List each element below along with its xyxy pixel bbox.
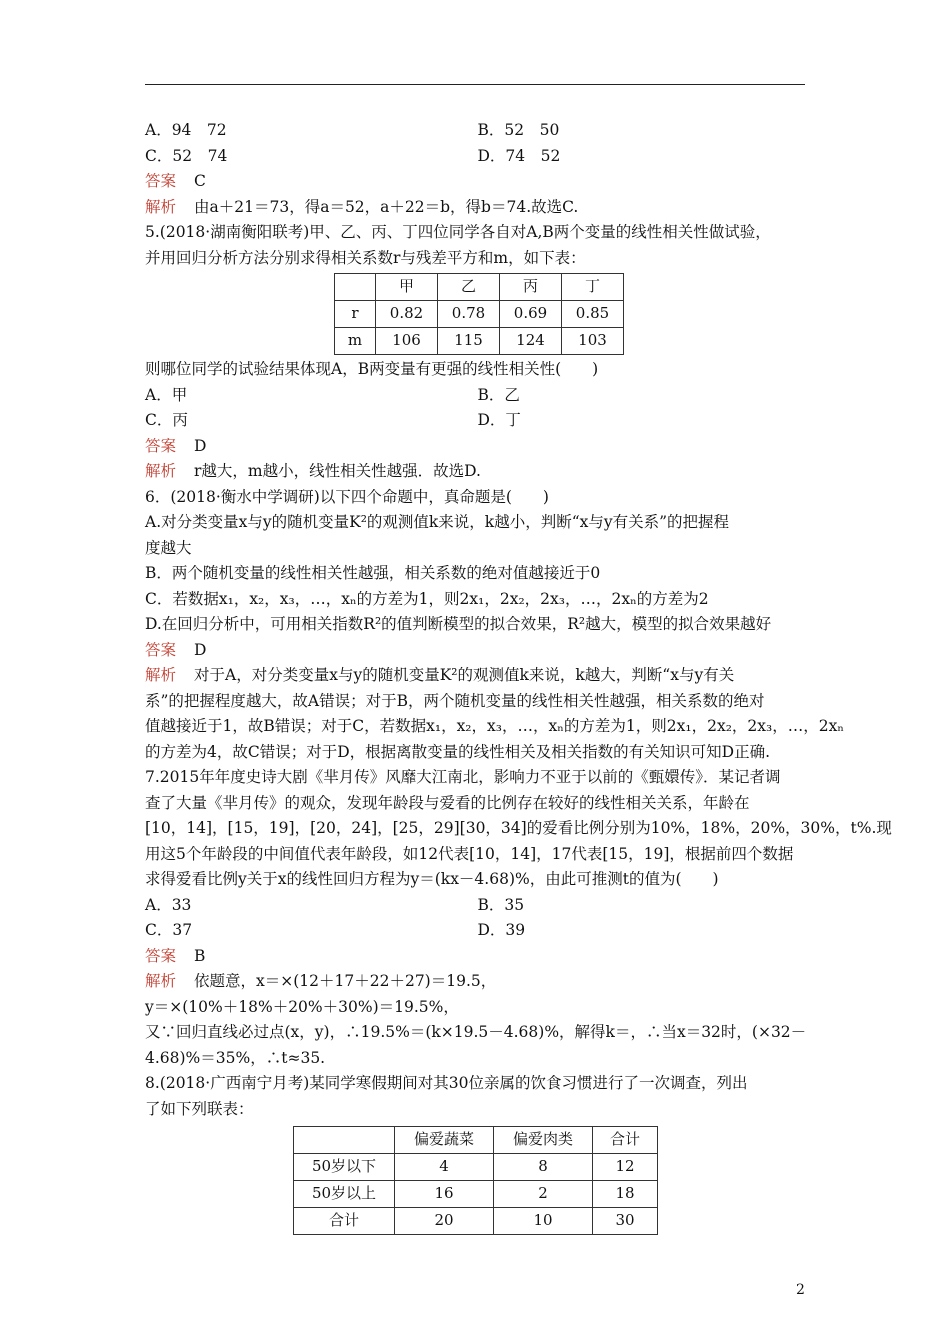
q7-option-c: C．37 <box>145 921 193 939</box>
q6-stem: 6．(2018·衡水中学调研)以下四个命题中，真命题是( ) <box>145 487 549 506</box>
answer-label: 答案 <box>145 640 177 659</box>
analysis-label: 解析 <box>145 197 177 216</box>
q7-stem-line-5: 求得爱看比例y关于x的线性回归方程为y＝(kx－4.68)%，由此可推测t的值为( ) <box>145 870 719 888</box>
q5-table-cell: 106 <box>376 328 438 355</box>
q5-table-header <box>335 274 376 301</box>
q7-stem-line-3: [10，14]，[15，19]，[20，24]，[25，29][30，34]的爱看比例分别为10%，18%，20%，30%，t%.现 <box>145 819 892 837</box>
q5-table-header: 甲 <box>376 274 438 301</box>
q5-option-c: C．丙 <box>145 411 188 429</box>
q5-table-cell: 124 <box>500 328 562 355</box>
q7-stem-line-4: 用这5个年龄段的中间值代表年龄段，如12代表[10，14]，17代表[15，19]，根据前四个数据 <box>145 844 794 863</box>
analysis-label: 解析 <box>145 666 177 684</box>
q5-table-row <box>335 328 624 355</box>
page-number: 2 <box>796 1282 805 1298</box>
answer-value: B <box>194 946 206 965</box>
q5-table-header-row <box>335 274 624 301</box>
q7-stem-line-1: 7.2015年年度史诗大剧《芈月传》风靡大江南北，影响力不亚于以前的《甄嬛传》．某记者调 <box>145 768 781 786</box>
q4-options-row-1 <box>145 118 810 144</box>
q7-option-b: B．35 <box>477 895 525 914</box>
q6-option-c: C．若数据x₁，x₂，x₃，…，xₙ的方差为1，则2x₁，2x₂，2x₃，…，2xₙ的方差为2 <box>145 589 709 608</box>
q8-table-cell: 16 <box>395 1181 494 1208</box>
q5-table-header: 乙 <box>438 274 500 301</box>
q6-option-a-line-2: 度越大 <box>145 538 192 557</box>
header-rule <box>145 84 805 85</box>
analysis-label: 解析 <box>145 462 177 480</box>
q8-table-row <box>294 1154 658 1181</box>
analysis-text: 对于A，对分类变量x与y的随机变量K²的观测值k来说，k越大，判断“x与y有关 <box>194 666 735 684</box>
answer-value: D <box>194 640 207 659</box>
q8-table-header-row <box>294 1127 658 1154</box>
q6-option-d: D.在回归分析中，可用相关指数R²的值判断模型的拟合效果，R²越大，模型的拟合效果越好 <box>145 615 772 633</box>
analysis-text: 由a＋21＝73，得a＝52，a＋22＝b，得b＝74.故选C. <box>194 197 579 216</box>
q8-table-cell: 50岁以下 <box>294 1154 395 1181</box>
answer-label: 答案 <box>145 172 177 190</box>
analysis-label: 解析 <box>145 972 177 990</box>
q7-stem-line-2: 查了大量《芈月传》的观众，发现年龄段与爱看的比例存在较好的线性相关关系，年龄在 <box>145 793 750 812</box>
q6-analysis-line-2: 系”的把握程度越大，故A错误；对于B，两个随机变量的线性相关性越强，相关系数的绝对 <box>145 691 765 710</box>
q5-question: 则哪位同学的试验结果体现A，B两变量有更强的线性相关性( ) <box>145 360 599 378</box>
q5-table-cell: 0.82 <box>376 301 438 328</box>
q5-table-cell: m <box>335 328 376 355</box>
q4-options-row-2 <box>145 144 810 170</box>
q5-options-row-1 <box>145 383 810 409</box>
q7-analysis-line-1 <box>145 969 810 995</box>
q8-table-header: 合计 <box>593 1127 658 1154</box>
q5-table-cell: 103 <box>562 328 624 355</box>
q5-answer <box>145 434 810 460</box>
q4-option-c: C．52 74 <box>145 146 228 165</box>
q8-table-cell: 4 <box>395 1154 494 1181</box>
analysis-text: 依题意，x＝×(12＋17＋22＋27)＝19.5， <box>194 972 497 990</box>
q8-table-cell: 10 <box>494 1208 593 1235</box>
q8-table-cell: 30 <box>593 1208 658 1235</box>
q8-table-cell: 18 <box>593 1181 658 1208</box>
analysis-text: r越大，m越小，线性相关性越强．故选D. <box>194 462 481 480</box>
q6-answer <box>145 638 810 664</box>
q5-table-row <box>335 301 624 328</box>
q8-table-cell: 2 <box>494 1181 593 1208</box>
q5-table-cell: r <box>335 301 376 328</box>
answer-label: 答案 <box>145 436 177 455</box>
q7-options-row-1 <box>145 893 810 919</box>
q8-table-header: 偏爱肉类 <box>494 1127 593 1154</box>
q6-analysis-line-4: 的方差为4，故C错误；对于D，根据离散变量的线性相关及相关指数的有关知识可知D正确. <box>145 742 771 761</box>
q8-table-cell: 合计 <box>294 1208 395 1235</box>
q7-analysis-line-2: y＝×(10%＋18%＋20%＋30%)＝19.5%， <box>145 997 459 1016</box>
answer-label: 答案 <box>145 946 177 965</box>
q5-table-cell: 115 <box>438 328 500 355</box>
q8-table-cell: 8 <box>494 1154 593 1181</box>
q7-option-a: A．33 <box>145 895 192 914</box>
answer-value: D <box>194 436 207 455</box>
q5-table-cell: 0.69 <box>500 301 562 328</box>
q5-option-d: D．丁 <box>477 411 521 429</box>
q5-options-row-2 <box>145 408 810 434</box>
q7-analysis-line-4: 4.68)%＝35%，∴t≈35. <box>145 1048 326 1067</box>
q6-option-b: B．两个随机变量的线性相关性越强，相关系数的绝对值越接近于0 <box>145 564 601 582</box>
q6-analysis-line-1 <box>145 663 810 689</box>
q4-option-d: D．74 52 <box>477 146 561 165</box>
q5-stem-line-2: 并用回归分析方法分别求得相关系数r与残差平方和m，如下表： <box>145 248 586 267</box>
q8-stem-line-2: 了如下列联表： <box>145 1099 254 1118</box>
q5-analysis <box>145 459 810 485</box>
q5-option-b: B．乙 <box>477 385 520 404</box>
q6-option-a-line-1: A.对分类变量x与y的随机变量K²的观测值k来说，k越小，判断“x与y有关系”的把握程 <box>145 513 730 531</box>
q8-table-row <box>294 1181 658 1208</box>
q4-option-a: A．94 72 <box>145 121 227 139</box>
q8-table-cell: 20 <box>395 1208 494 1235</box>
q5-stem-line-1: 5.(2018·湖南衡阳联考)甲、乙、丙、丁四位同学各自对A,B两个变量的线性相关性做试验， <box>145 223 771 241</box>
q4-option-b: B．52 50 <box>477 121 560 139</box>
q5-table-header: 丁 <box>562 274 624 301</box>
q7-analysis-line-3: 又∵回归直线必过点(x，y)，∴19.5%＝(k×19.5－4.68)%，解得k＝，∴当x＝32时，(×32－ <box>145 1023 807 1041</box>
q8-table-row <box>294 1208 658 1235</box>
q5-option-a: A．甲 <box>145 385 188 404</box>
q8-table-header <box>294 1127 395 1154</box>
q8-contingency-table <box>293 1126 658 1235</box>
q7-answer <box>145 944 810 970</box>
q8-table-cell: 12 <box>593 1154 658 1181</box>
q7-option-d: D．39 <box>477 921 526 939</box>
answer-value: C <box>194 172 206 190</box>
q8-stem-line-1: 8.(2018·广西南宁月考)某同学寒假期间对其30位亲属的饮食习惯进行了一次调查，列出 <box>145 1074 748 1092</box>
q4-analysis <box>145 195 810 221</box>
q5-table <box>334 273 624 355</box>
q6-analysis-line-3: 值越接近于1，故B错误；对于C，若数据x₁，x₂，x₃，…，xₙ的方差为1，则2x₁，2x₂，2x₃，…，2xₙ <box>145 717 845 735</box>
page-content <box>145 118 892 1239</box>
q4-answer <box>145 169 810 195</box>
q7-options-row-2 <box>145 918 810 944</box>
q5-table-cell: 0.85 <box>562 301 624 328</box>
q5-table-header: 丙 <box>500 274 562 301</box>
q5-table-cell: 0.78 <box>438 301 500 328</box>
q8-table-header: 偏爱蔬菜 <box>395 1127 494 1154</box>
q8-table-cell: 50岁以上 <box>294 1181 395 1208</box>
